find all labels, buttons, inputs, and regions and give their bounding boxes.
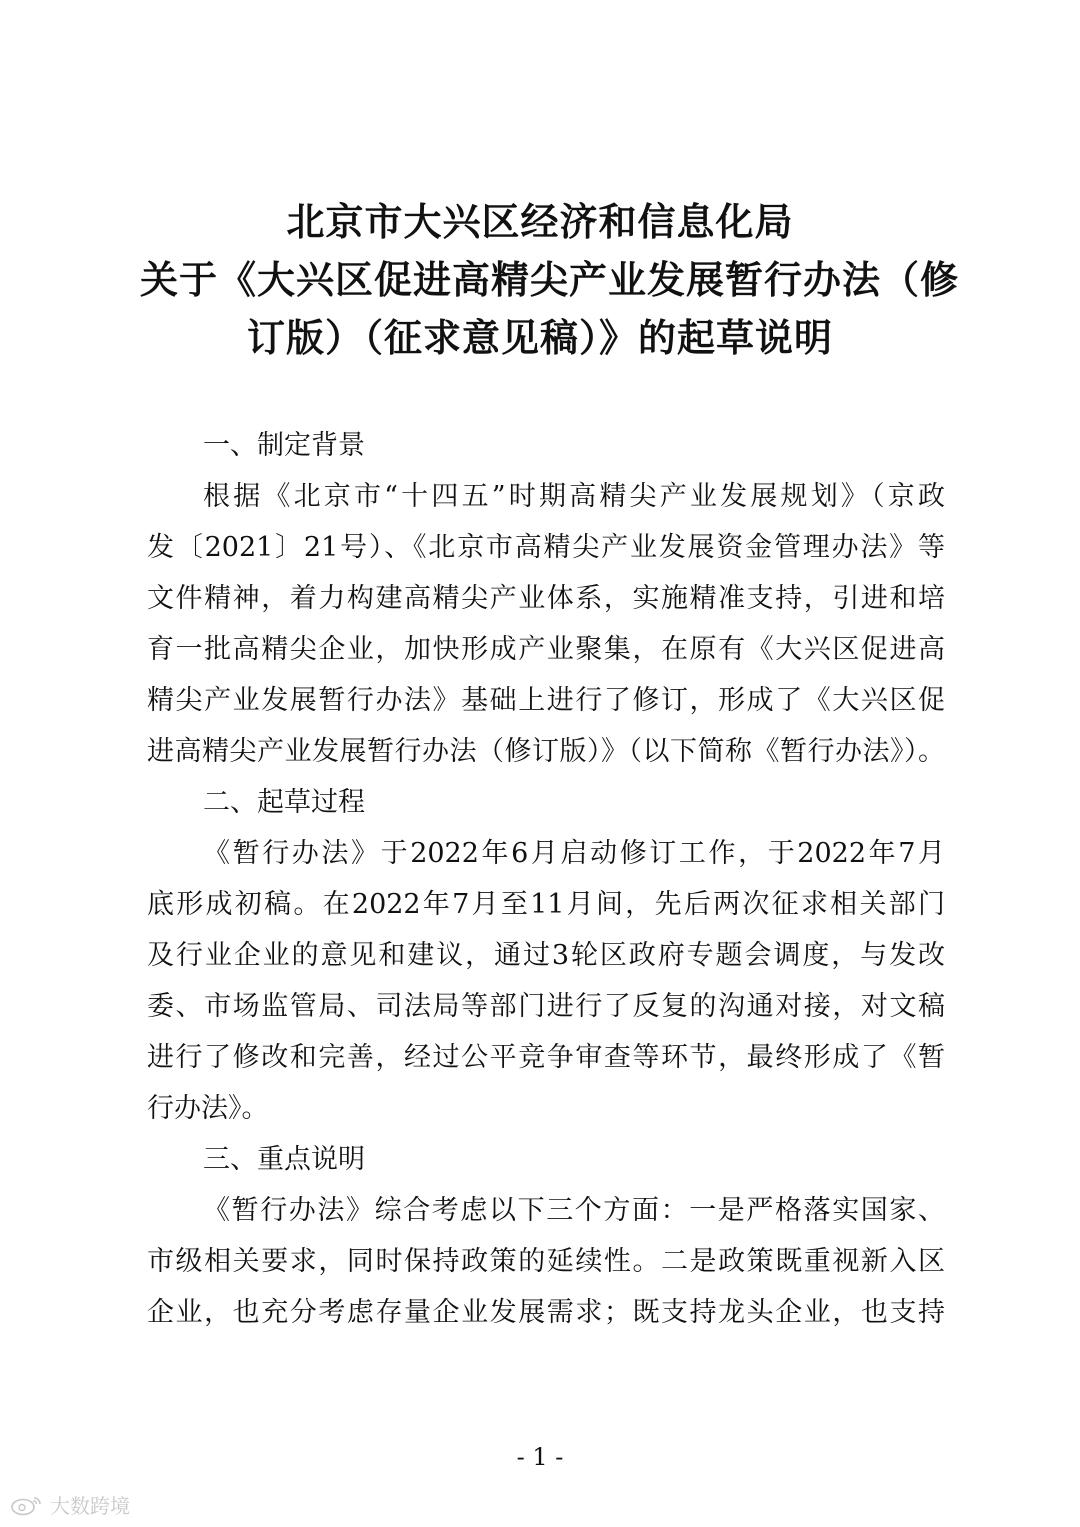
paragraph-line: 委、市场监管局、司法局等部门进行了反复的沟通对接，对文稿 [147,991,945,1022]
sina-weibo-logo-icon [10,1494,44,1516]
paragraph-line: 进行了修改和完善，经过公平竞争审查等环节，最终形成了《暂 [147,1042,945,1073]
title-line-1: 北京市大兴区经济和信息化局 [286,200,794,244]
paragraph-line: 市级相关要求，同时保持政策的延续性。二是政策既重视新入区 [147,1246,945,1277]
section-heading-background: 一、制定背景 [203,430,365,461]
page-number: - 1 - [516,1443,564,1471]
section-heading-key-points: 三、重点说明 [203,1144,365,1175]
paragraph-line: 文件精神，着力构建高精尖产业体系，实施精准支持，引进和培 [147,583,945,614]
paragraph-line: 发〔2021〕21号）、《北京市高精尖产业发展资金管理办法》等 [147,532,945,563]
section-paragraph-key-points [147,1185,945,1338]
paragraph-line: 进高精尖产业发展暂行办法（修订版）》（以下简称《暂行办法》）。 [147,736,945,767]
paragraph-line: 《暂行办法》于2022年6月启动修订工作，于2022年7月 [203,838,945,869]
paragraph-line: 根据《北京市“十四五”时期高精尖产业发展规划》（京政 [203,481,945,512]
document-body [147,420,945,1338]
watermark [10,1490,130,1519]
section-paragraph-drafting-process [147,828,945,1134]
paragraph-line: 行办法》。 [147,1093,269,1124]
section-paragraph-background [147,471,945,777]
title-line-2: 关于《大兴区促进高精尖产业发展暂行办法（修 [140,258,960,302]
paragraph-line: 及行业企业的意见和建议，通过3轮区政府专题会调度，与发改 [147,940,945,971]
paragraph-line: 育一批高精尖企业，加快形成产业聚集，在原有《大兴区促进高 [147,634,945,665]
paragraph-line: 企业，也充分考虑存量企业发展需求；既支持龙头企业，也支持 [147,1297,945,1328]
paragraph-line: 《暂行办法》综合考虑以下三个方面：一是严格落实国家、 [203,1195,945,1226]
document-title [140,193,960,367]
watermark-text: 大数跨境 [50,1494,130,1518]
paragraph-line: 精尖产业发展暂行办法》基础上进行了修订，形成了《大兴区促 [147,685,945,716]
section-heading-drafting-process: 二、起草过程 [203,787,365,818]
title-line-3: 订版）（征求意见稿）》的起草说明 [246,316,833,360]
paragraph-line: 底形成初稿。在2022年7月至11月间，先后两次征求相关部门 [147,889,945,920]
